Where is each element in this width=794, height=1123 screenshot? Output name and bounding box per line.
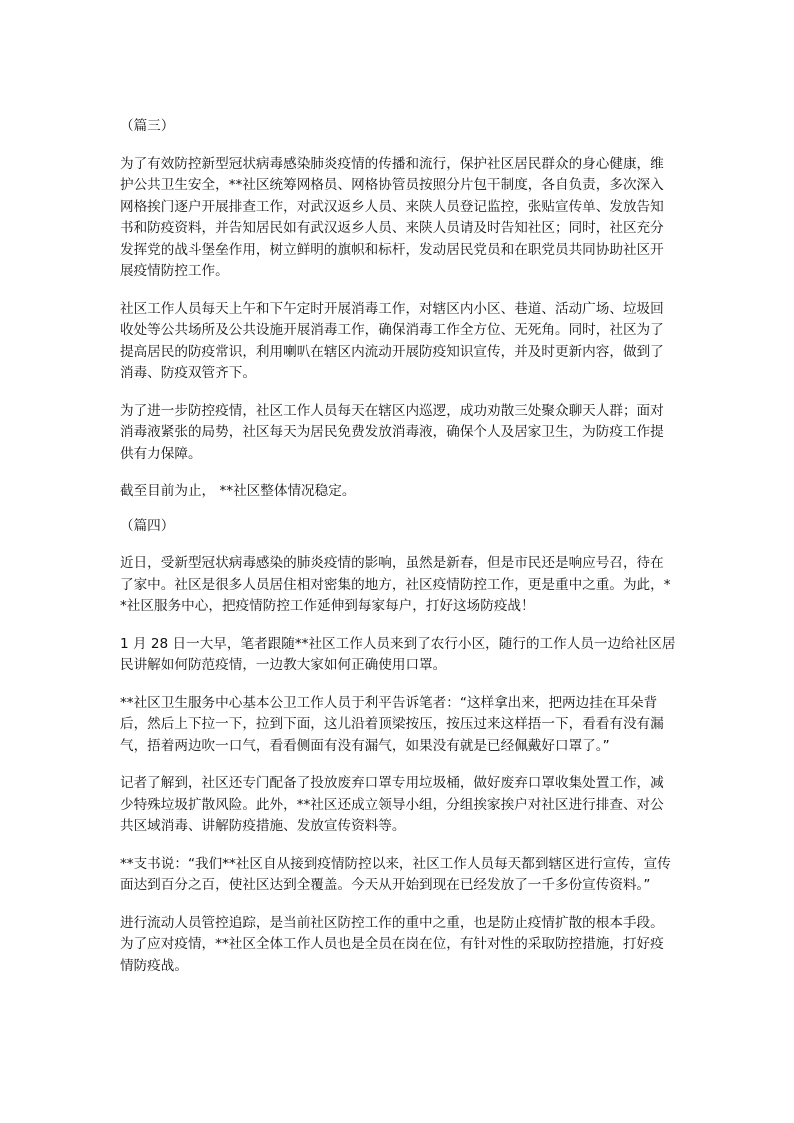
paragraph: 社区工作人员每天上午和下午定时开展消毒工作，对辖区内小区、巷道、活动广场、垃圾回收处等公共场所及公共设施开展消毒工作，确保消毒工作全方位、无死角。同时，社区为了提高居民的防疫常识，利用喇叭在辖区内流动开展防疫知识宣传，并及时更新内容，做到了消毒、防疫双管齐下。	[120, 300, 664, 381]
paragraph: 近日，受新型冠状病毒感染的肺炎疫情的影响，虽然是新春，但是市民还是响应号召，待在了家中。社区是很多人员居住相对密集的地方，社区疫情防控工作，更是重中之重。为此，**社区服务中心，把疫情防控工作延伸到每家每户，打好这场防疫战！	[120, 555, 671, 614]
paragraph: 记者了解到，社区还专门配备了投放废弃口罩专用垃圾桶，做好废弃口罩收集处置工作，减少特殊垃圾扩散风险。此外，**社区还成立领导小组，分组挨家挨户对社区进行排查、对公共区域消毒、讲解防疫措施、发放宣传资料等。	[120, 775, 664, 834]
paragraph: 为了有效防控新型冠状病毒感染肺炎疫情的传播和流行，保护社区居民群众的身心健康，维护公共卫生安全，**社区统筹网格员、网格协管员按照分片包干制度，各自负责，多次深入网格挨门逐户开展排查工作，对武汉返乡人员、来陕人员登记监控，张贴宣传单、发放告知书和防疫资料，并告知居民如有武汉返乡人员、来陕人员请及时告知社区；同时，社区充分发挥党的战斗堡垒作用，树立鲜明的旗帜和标杆，发动居民党员和在职党员共同协助社区开展疫情防控工作。	[120, 155, 664, 279]
paragraph: 为了进一步防控疫情，社区工作人员每天在辖区内巡逻，成功劝散三处聚众聊天人群；面对消毒液紧张的局势，社区每天为居民免费发放消毒液，确保个人及居家卫生，为防疫工作提供有力保障。	[120, 402, 664, 462]
paragraph: 进行流动人员管控追踪，是当前社区防控工作的重中之重，也是防止疫情扩散的根本手段。为了应对疫情，**社区全体工作人员也是全员在岗在位，有针对性的采取防控措施，打好疫情防疫战。	[120, 914, 664, 974]
paragraph: **支书说：“我们**社区自从接到疫情防控以来，社区工作人员每天都到辖区进行宣传，宣传面达到百分之百，使社区达到全覆盖。今天从开始到现在已经发放了一千多份宣传资料。”	[120, 855, 671, 893]
document-page	[120, 116, 676, 977]
section-heading-4: （篇四）	[120, 517, 175, 534]
paragraph: **社区卫生服务中心基本公卫工作人员于利平告诉笔者：“这样拿出来，把两边挂在耳朵背后，然后上下拉一下，拉到下面，这儿沿着顶梁按压，按压过来这样捂一下，看看有没有漏气，捂着两边吹一口气，看看侧面有没有漏气，如果没有就是已经佩戴好口罩了。”	[120, 694, 664, 754]
paragraph: 截至目前为止， **社区整体情况稳定。	[120, 483, 356, 499]
section-heading-3: （篇三）	[120, 118, 175, 134]
paragraph: 1 月 28 日一大早，笔者跟随**社区工作人员来到了农行小区，随行的工作人员一边给社区居民讲解如何防范疫情，一边教大家如何正确使用口罩。	[120, 635, 676, 673]
